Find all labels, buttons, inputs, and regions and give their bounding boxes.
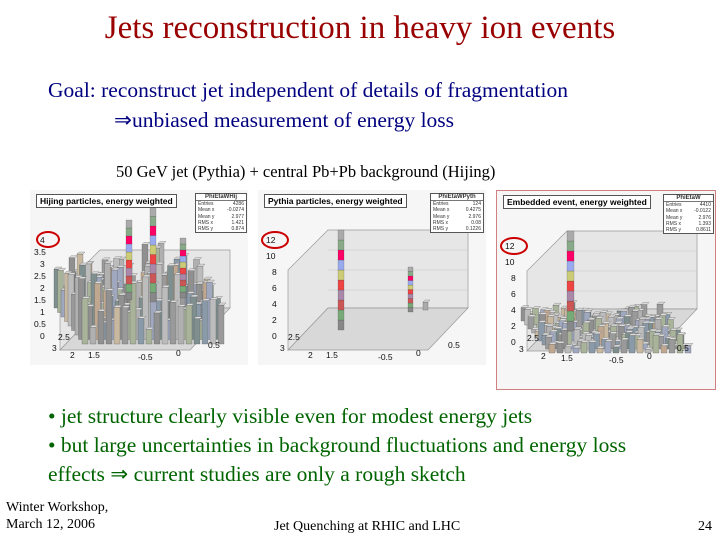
lego-bar (338, 280, 344, 290)
lego-bar (142, 242, 150, 244)
lego-bar (567, 251, 574, 261)
lego-bar (589, 342, 595, 353)
lego-bar (138, 318, 144, 344)
goal-subline (114, 108, 454, 133)
lego-bar (122, 308, 128, 344)
implies-arrow-icon: ⇒ (114, 108, 133, 133)
lego-bar (126, 228, 132, 236)
footer-event (6, 499, 108, 533)
lego-bar (162, 287, 168, 344)
lego-bar (158, 241, 166, 243)
lego-bar (126, 220, 132, 228)
lego-bar (98, 311, 104, 344)
lego-bar (150, 236, 156, 246)
lego-bar (567, 261, 574, 271)
page-number: 24 (698, 519, 712, 534)
slide-title: Jets reconstruction in heavy ion events (104, 10, 616, 46)
lego-bar (408, 281, 413, 286)
lego-bar (180, 238, 186, 244)
stats-row: Mean x -0.0122 (666, 208, 711, 215)
lego-bar (408, 308, 413, 313)
zmax-highlight-circle (500, 237, 528, 255)
lego-bar (408, 272, 413, 277)
stats-row: Mean y 2.976 (433, 213, 481, 220)
lego-bar (408, 299, 413, 304)
stats-row: Mean x -0.0274 (198, 207, 244, 214)
z-tick: 12 (266, 235, 276, 245)
lego-bar (150, 255, 156, 265)
lego-bar (126, 284, 132, 292)
x-tick: 3 (519, 344, 524, 354)
lego-bar (77, 252, 85, 254)
lego-bar (338, 250, 344, 260)
zmax-highlight-circle (36, 231, 60, 248)
z-tick: 12 (505, 241, 515, 251)
footer-talk-title: Jet Quenching at RHIC and LHC (274, 519, 461, 534)
z-tick: 6 (511, 289, 516, 299)
lego-bar (567, 281, 574, 291)
lego-bar (154, 313, 160, 344)
bullet-list (48, 402, 718, 489)
stats-row: Mean y 2.977 (198, 213, 244, 220)
lego-bar (567, 301, 574, 311)
x-tick: 2 (308, 350, 313, 360)
z-tick: 1.5 (34, 295, 46, 305)
lego-bar (180, 244, 186, 250)
lego-bar (186, 305, 192, 344)
z-tick: 8 (511, 273, 516, 283)
lego-bar (180, 286, 186, 292)
lego-bar (338, 310, 344, 320)
lego-bar (180, 250, 186, 256)
lego-bar (549, 344, 555, 353)
stats-row: RMS y 0.8611 (666, 227, 711, 234)
z-tick: 2 (511, 321, 516, 331)
z-tick: 4 (511, 305, 516, 315)
lego-bar (338, 260, 344, 270)
z-tick: 8 (272, 267, 277, 277)
lego-bar (202, 301, 208, 344)
lego-bar (126, 260, 132, 268)
lego-bar (150, 226, 156, 236)
lego-bar (150, 283, 156, 293)
lego-bar (150, 274, 156, 284)
x-tick: 2 (541, 351, 546, 361)
lego-bar (621, 340, 627, 353)
z-tick: 4 (40, 235, 45, 245)
lego-bar (146, 329, 152, 344)
lego-bar (567, 311, 574, 321)
z-tick: 3.5 (34, 247, 46, 257)
lego-bar (218, 305, 224, 344)
lego-bar (653, 335, 659, 353)
embedded-histogram-panel (496, 190, 716, 390)
lego-bar (126, 292, 132, 300)
lego-bar (338, 300, 344, 310)
implies-arrow-icon: ⇒ (110, 462, 129, 487)
lego-bar (408, 285, 413, 290)
lego-bar (180, 292, 186, 298)
stats-row: Mean y 2.976 (666, 214, 711, 221)
lego-bar (576, 310, 582, 329)
figure-caption: 50 GeV jet (Pythia) + central Pb+Pb background (Hijing) (116, 162, 496, 181)
lego-bar (669, 339, 675, 353)
stats-row: RMS y 0.1226 (433, 226, 481, 233)
x-tick: 0 (416, 348, 421, 358)
z-tick: 0 (272, 331, 277, 341)
stats-row: Entries 4410 (666, 202, 711, 208)
lego-bar (557, 343, 563, 353)
lego-bar (637, 339, 643, 353)
hijing-histogram-panel (30, 190, 248, 365)
x-tick: 2.5 (58, 332, 70, 342)
lego-bar (567, 321, 574, 331)
z-tick: 3 (40, 259, 45, 269)
lego-bar (567, 291, 574, 301)
x-tick: 0 (647, 351, 652, 361)
lego-bar (408, 267, 413, 272)
x-tick: -0.5 (138, 352, 153, 362)
z-tick: 6 (272, 283, 277, 293)
bullet-item-continuation: effects ⇒ current studies are only a rough sketch (48, 462, 466, 487)
lego-bar (423, 302, 428, 310)
lego-bar (126, 252, 132, 260)
lego-bar (178, 307, 184, 344)
z-tick: 1 (40, 307, 45, 317)
lego-bar (194, 319, 200, 344)
lego-bar (338, 230, 344, 240)
x-tick: 0.5 (448, 340, 460, 350)
lego-bar (528, 317, 534, 329)
x-tick: 1.5 (326, 350, 338, 360)
lego-bar (150, 207, 156, 217)
lego-bar (573, 348, 579, 353)
lego-bar (338, 320, 344, 330)
footer-event-date: March 12, 2006 (6, 517, 96, 532)
z-tick: 2.5 (34, 271, 46, 281)
stats-row: RMS x 1.421 (198, 219, 244, 226)
lego-bar (82, 298, 88, 344)
x-tick: 2.5 (288, 332, 300, 342)
lego-bar (338, 240, 344, 250)
x-tick: 0 (176, 348, 181, 358)
z-tick: 2 (272, 315, 277, 325)
lego-bar (567, 241, 574, 251)
x-tick: 3 (280, 343, 285, 353)
x-tick: 2 (70, 350, 75, 360)
x-tick: 1.5 (561, 353, 573, 363)
stats-header: PhiEtaWHij (196, 194, 246, 201)
x-tick: 1.5 (88, 350, 100, 360)
bullet-item: • jet structure clearly visible even for modest energy jets (48, 404, 533, 428)
hist-title: Hijing particles, energy weighted (36, 194, 177, 208)
pythia-histogram-panel (258, 190, 486, 365)
goal-subline-text: unbiased measurement of energy loss (132, 108, 455, 132)
lego-bar (150, 217, 156, 227)
z-tick: 0.5 (34, 319, 46, 329)
lego-bar (90, 327, 96, 344)
stats-box (663, 194, 714, 234)
zmax-highlight-circle (261, 231, 289, 249)
lego-bar (150, 245, 156, 255)
z-tick: 2 (40, 283, 45, 293)
lego-bar (605, 342, 611, 353)
stats-box (195, 193, 247, 233)
z-tick: 4 (272, 299, 277, 309)
stats-row: RMS x 1.393 (666, 220, 711, 227)
z-tick: 10 (266, 251, 276, 261)
lego-bar (180, 274, 186, 280)
x-tick: -0.5 (378, 352, 393, 362)
lego-bar (567, 271, 574, 281)
footer-event-name: Winter Workshop, (6, 500, 109, 515)
stats-row: RMS y 0.874 (198, 226, 244, 233)
lego-bar (597, 348, 603, 353)
x-tick: 3 (52, 343, 57, 353)
lego-bar (150, 293, 156, 303)
z-tick: 0 (40, 331, 45, 341)
lego-bar (106, 291, 112, 344)
lego-bar (126, 236, 132, 244)
lego-bar (126, 276, 132, 284)
z-tick: 0 (511, 337, 516, 347)
x-tick: 0.5 (677, 343, 689, 353)
lego-bar (126, 244, 132, 252)
stats-box (430, 193, 484, 233)
z-tick: 10 (505, 257, 515, 267)
x-tick: 0.5 (208, 340, 220, 350)
lego-bar (581, 342, 587, 353)
lego-bar (408, 276, 413, 281)
lego-bar (170, 302, 176, 344)
lego-bar (408, 303, 413, 308)
lego-bar (210, 300, 216, 344)
lego-bar (629, 336, 635, 353)
lego-bar (408, 294, 413, 299)
lego-bar (338, 270, 344, 280)
lego-bar (150, 264, 156, 274)
lego-bar (114, 307, 120, 344)
stats-header: PhiEtaW (664, 195, 713, 202)
stats-row: Entries 4286 (198, 201, 244, 207)
lego-bar (126, 268, 132, 276)
bullet-item: • but large uncertainties in background fluctuations and energy loss (48, 433, 627, 457)
stats-row: Entries 124 (433, 201, 481, 207)
lego-bar (567, 231, 574, 241)
lego-bar (180, 268, 186, 274)
x-tick: -0.5 (609, 355, 624, 365)
x-tick: 2.5 (527, 333, 539, 343)
hist-title: Pythia particles, energy weighted (264, 194, 407, 208)
goal-line: Goal: reconstruct jet independent of details of fragmentation (48, 78, 568, 102)
stats-header: PhiEtaWPyth (431, 194, 483, 201)
stats-row: RMS x 0.08 (433, 219, 481, 226)
lego-bar (613, 347, 619, 353)
lego-bar (661, 346, 667, 353)
hist-title: Embedded event, energy weighted (503, 195, 651, 209)
stats-row: Mean x 0.4275 (433, 207, 481, 214)
lego-bar (408, 290, 413, 295)
lego-bar (69, 256, 77, 258)
lego-bar (338, 290, 344, 300)
lego-bar (180, 280, 186, 286)
lego-bar (180, 256, 186, 262)
lego-bar (180, 262, 186, 268)
